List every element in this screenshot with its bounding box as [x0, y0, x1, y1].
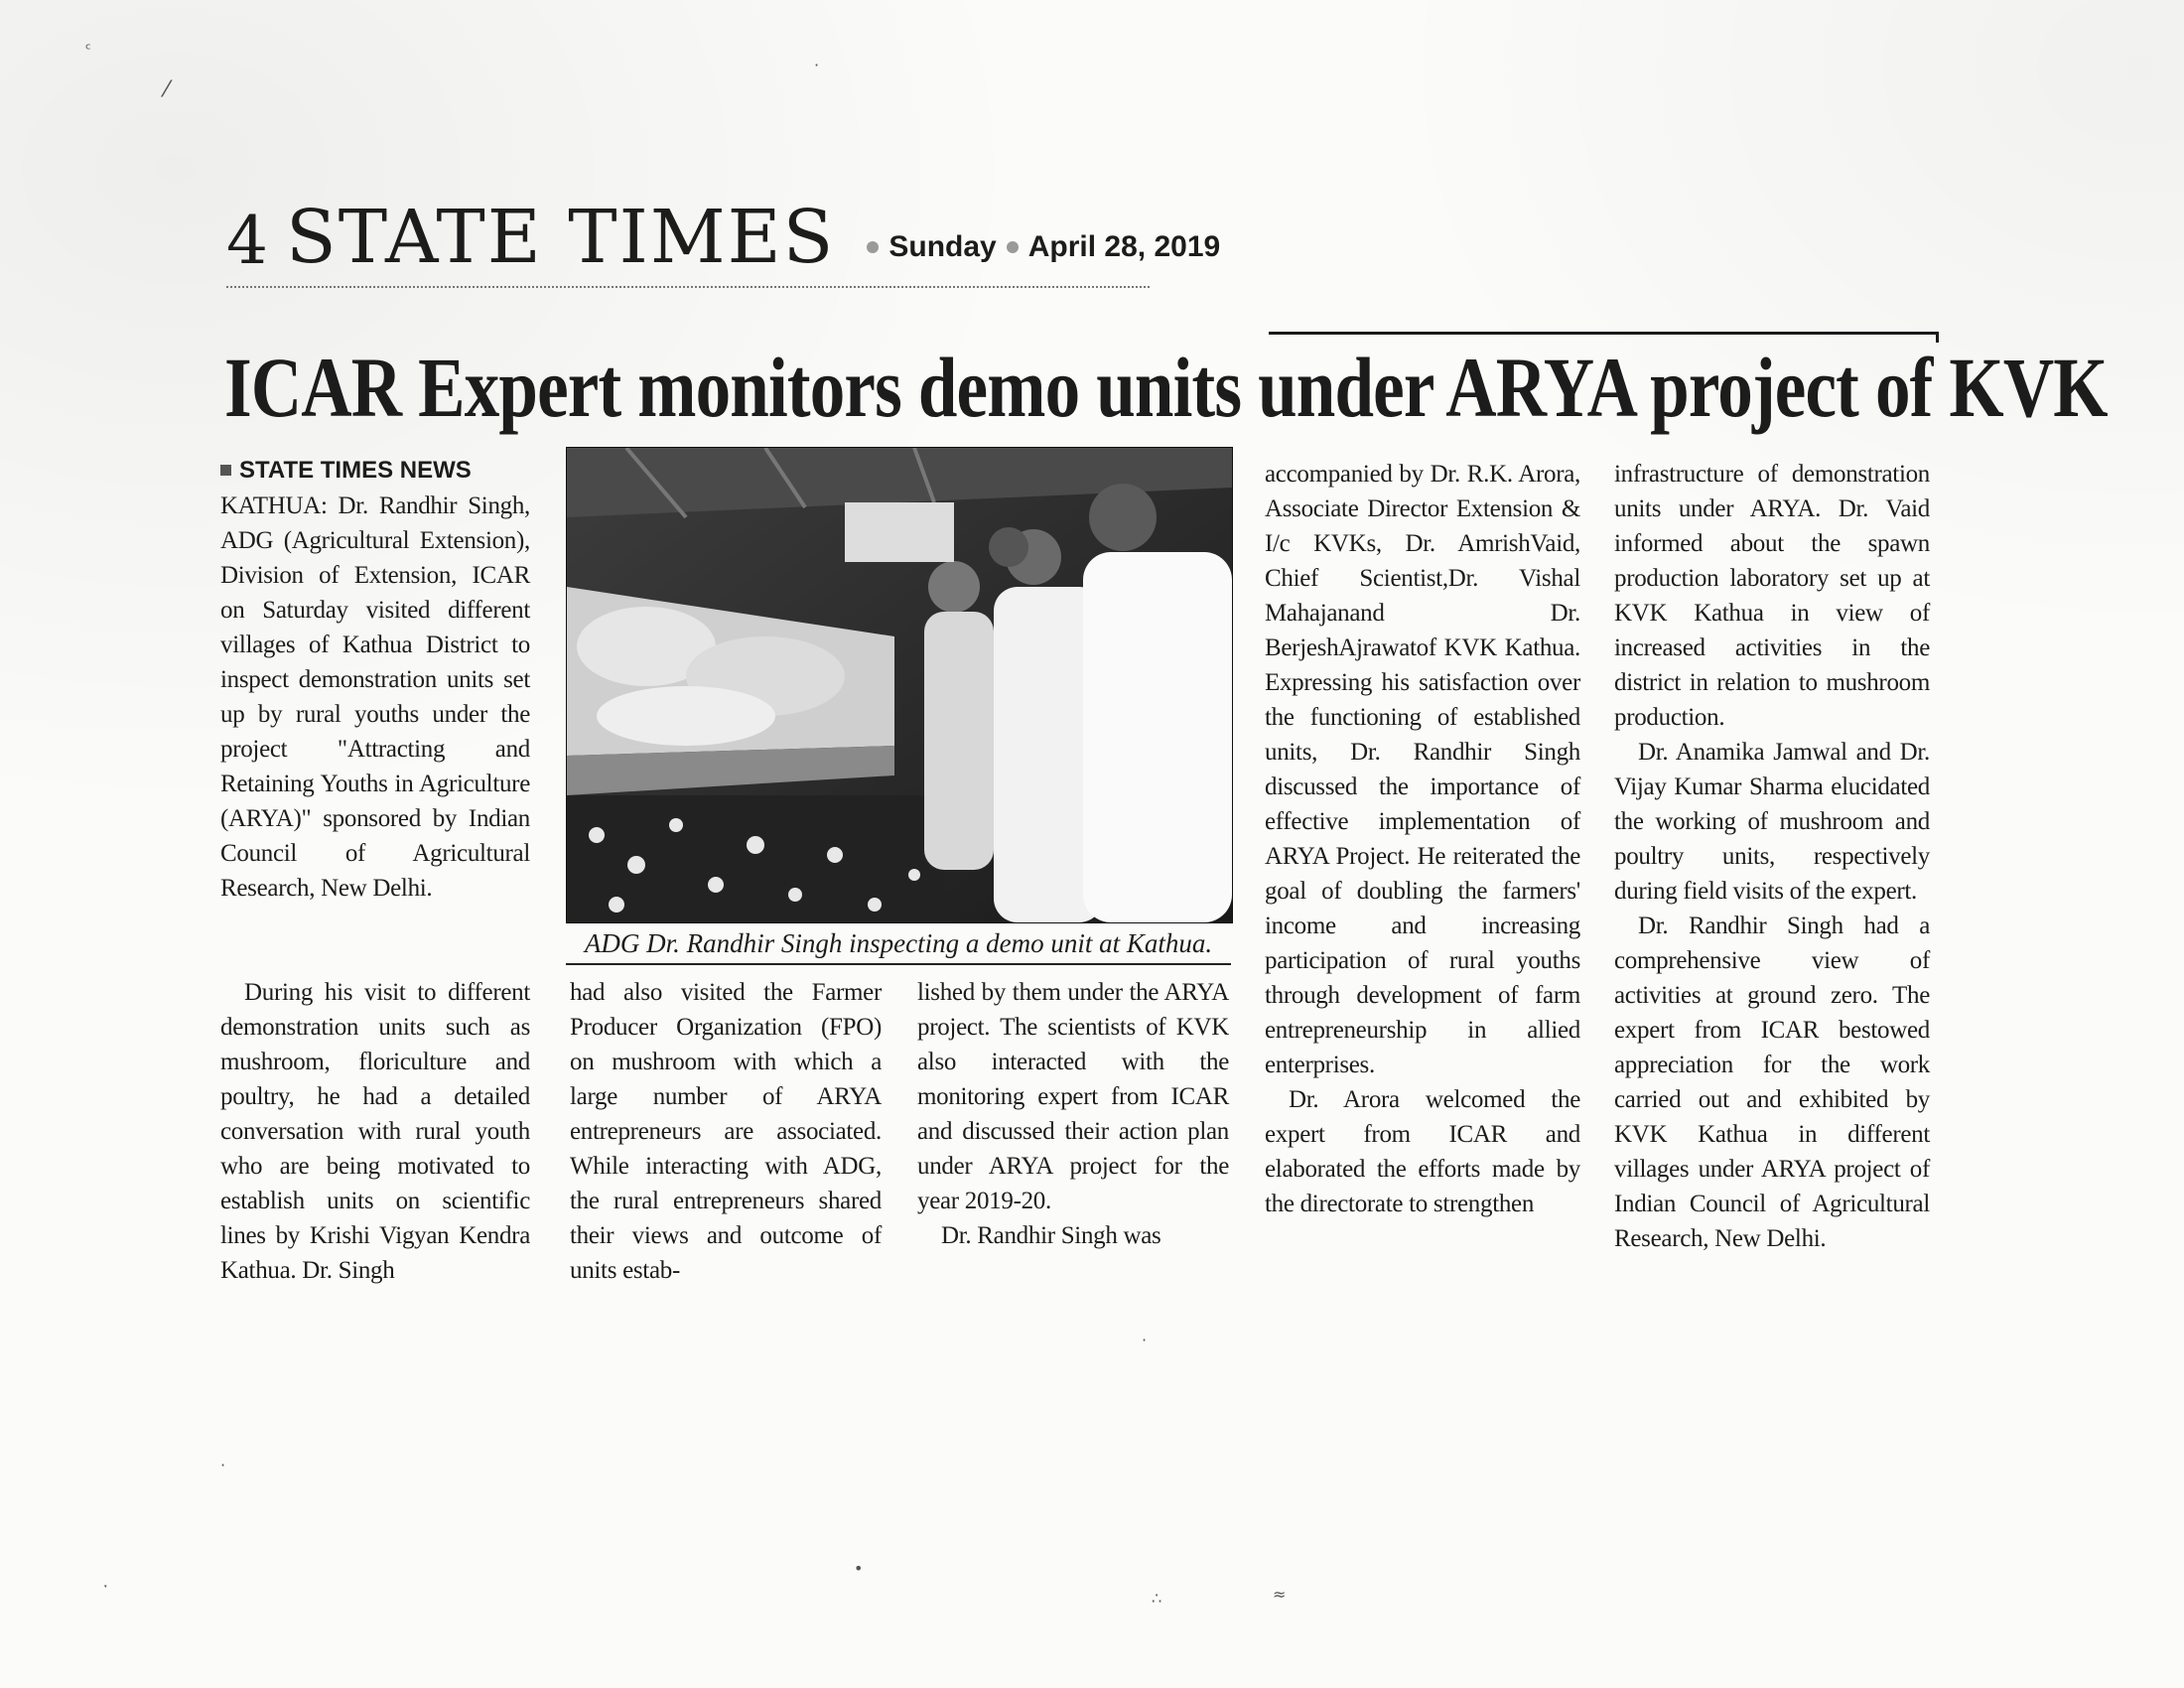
photo-caption: ADG Dr. Randhir Singh inspecting a demo unit at Kathua.	[566, 923, 1231, 965]
column-5	[1614, 457, 1930, 1256]
paragraph: had also visited the Farmer Producer Organization (FPO) on mushroom with which a large number of ARYA entrepreneurs are associated. While interacting with ADG, the rural entrepreneurs shared their views and outcome of units estab-	[570, 979, 882, 1284]
scan-mark: ˑ	[103, 1579, 109, 1598]
day-label: Sunday	[888, 230, 997, 263]
scan-mark: ᶜ	[85, 40, 91, 59]
square-bullet-icon	[220, 465, 231, 476]
paper-name: STATE TIMES	[286, 195, 836, 280]
scan-mark: ·	[1142, 1331, 1148, 1349]
paragraph: KATHUA: Dr. Randhir Singh, ADG (Agricultural Extension), Division of Extension, ICAR on Saturday visited different villages of Kathua District to inspect demonstration units set up by rural youths under the project "Attracting and Retaining Youths in Agriculture (ARYA)" sponsored by Indian Council of Agricultural Research, New Delhi.	[220, 492, 530, 902]
byline: STATE TIMES NEWS	[220, 455, 530, 487]
paragraph: Dr. Anamika Jamwal and Dr. Vijay Kumar Sharma elucidated the working of mushroom and poultry units, respectively during field visits of the expert.	[1614, 739, 1930, 905]
paragraph: During his visit to different demonstration units such as mushroom, floriculture and poultry, he had a detailed conversation with rural youth who are being motivated to establish units on scientific lines by Krishi Vigyan Kendra Kathua. Dr. Singh	[220, 979, 530, 1284]
column-1-continued	[220, 975, 530, 1288]
masthead-rule	[226, 286, 1150, 288]
headline: ICAR Expert monitors demo units under ARYA project of KVK	[224, 340, 2108, 435]
scan-mark: •	[854, 1559, 864, 1578]
date-label: April 28, 2019	[1027, 230, 1221, 263]
paragraph: Dr. Randhir Singh had a comprehensive view of activities at ground zero. The expert from ICAR bestowed appreciation for the work carried out and exhibited by KVK Kathua in different villages under ARYA project of Indian Council of Agricultural Research, New Delhi.	[1614, 913, 1930, 1252]
column-3	[917, 975, 1229, 1253]
paragraph: accompanied by Dr. R.K. Arora, Associate Director Extension & I/c KVKs, Dr. AmrishVaid, Chief Scientist,Dr. Vishal Mahajanand Dr. BerjeshAjrawatof KVK Kathua. Expressing his satisfaction over the functioning of established units, Dr. Randhir Singh discussed the importance of effective implementation of ARYA Project. He reiterated the goal of doubling the farmers' income and increasing participation of rural youths through development of farm entrepreneurship in allied enterprises.	[1265, 461, 1580, 1078]
scan-mark: ·	[220, 1456, 226, 1475]
paragraph: lished by them under the ARYA project. The scientists of KVK also interacted with the monitoring expert from ICAR and discussed their action plan under ARYA project for the year 2019-20.	[917, 979, 1229, 1214]
page-number: 4	[226, 203, 268, 279]
column-2	[570, 975, 882, 1288]
bullet-dot-icon	[1007, 241, 1019, 253]
scan-mark: ⁄	[165, 77, 169, 102]
bullet-dot-icon	[867, 241, 879, 253]
dateline	[857, 230, 1220, 264]
scan-mark: ∴	[1152, 1589, 1162, 1608]
news-photo	[566, 447, 1233, 923]
column-4	[1265, 457, 1580, 1221]
paragraph: infrastructure of demonstration units under ARYA. Dr. Vaid informed about the spawn production laboratory set up at KVK Kathua in view of increased activities in the district in relation to mushroom production.	[1614, 461, 1930, 731]
masthead	[226, 195, 1221, 280]
scan-mark: ·	[814, 56, 820, 74]
paragraph: Dr. Randhir Singh was	[941, 1222, 1161, 1249]
scan-mark: ≈	[1273, 1585, 1287, 1604]
column-1	[220, 455, 530, 906]
paragraph: Dr. Arora welcomed the expert from ICAR and elaborated the efforts made by the directorate to strengthen	[1265, 1086, 1580, 1217]
